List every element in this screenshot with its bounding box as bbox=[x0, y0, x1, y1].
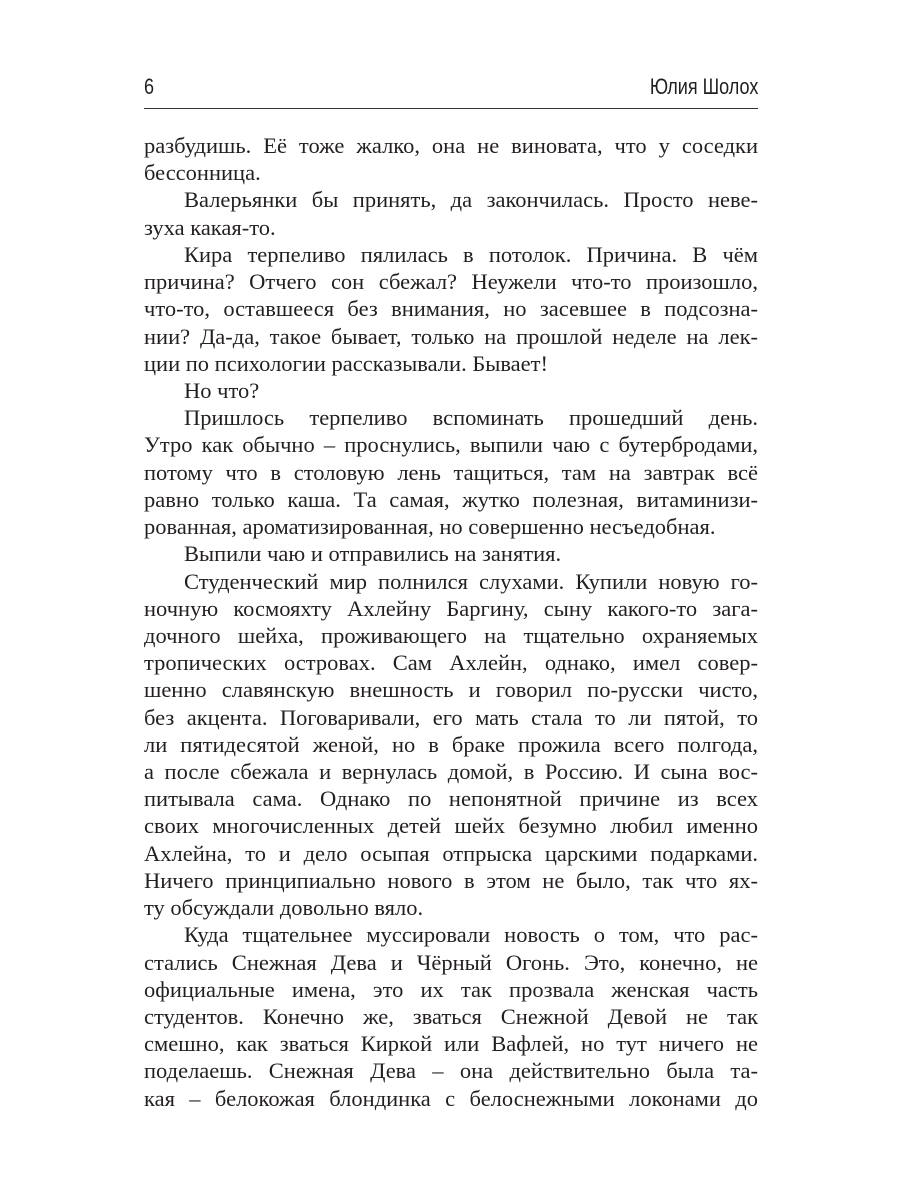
text-line: равно только каша. Та самая, жутко полезная, витаминизи- bbox=[144, 486, 758, 512]
text-line: Но что? bbox=[184, 377, 260, 403]
text-line: Выпили чаю и отправились на занятия. bbox=[184, 541, 562, 567]
text-line: разбудишь. Её тоже жалко, она не виновата, что у соседки bbox=[144, 133, 758, 158]
text-line: тропических островах. Сам Ахлейн, однако, имел совер- bbox=[144, 650, 758, 676]
running-header bbox=[144, 74, 758, 109]
text-line: Утро как обычно – проснулись, выпили чаю с бутербродами, bbox=[144, 432, 758, 458]
text-line: студентов. Конечно же, зваться Снежной Девой не так bbox=[144, 1004, 758, 1029]
text-line: Куда тщательнее муссировали новость о том, что рас- bbox=[184, 922, 758, 948]
text-line: питывала сама. Однако по непонятной причине из всех bbox=[144, 786, 758, 812]
text-line: нии? Да-да, такое бывает, только на прошлой неделе на лек- bbox=[144, 323, 758, 349]
text-line: рованная, ароматизированная, но совершенно несъедобная. bbox=[144, 514, 716, 540]
text-line: бессонница. bbox=[144, 160, 261, 186]
text-line: а после сбежала и вернулась домой, в Россию. И сына вос- bbox=[144, 759, 758, 785]
text-line: дочного шейха, проживающего на тщательно охраняемых bbox=[144, 622, 758, 648]
text-line: своих многочисленных детей шейх безумно любил именно bbox=[144, 813, 758, 839]
page-number: 6 bbox=[144, 74, 155, 99]
text-line: ту обсуждали довольно вяло. bbox=[144, 895, 424, 921]
text-line: ночную космояхту Ахлейну Баргину, сыну какого-то зага- bbox=[144, 595, 758, 621]
text-line: потому что в столовую лень тащиться, там на завтрак всё bbox=[144, 459, 758, 485]
text-line: ции по психологии рассказывали. Бывает! bbox=[144, 350, 548, 376]
text-line: Пришлось терпеливо вспоминать прошедший день. bbox=[184, 405, 758, 431]
text-line: зуха какая-то. bbox=[144, 214, 276, 240]
text-line: что-то, оставшееся без внимания, но засевшее в подсозна- bbox=[144, 296, 758, 322]
running-author: Юлия Шолох bbox=[649, 74, 758, 99]
text-line: Ничего принципиально нового в этом не было, так что ях- bbox=[144, 867, 758, 893]
text-line: стались Снежная Дева и Чёрный Огонь. Это, конечно, не bbox=[144, 949, 758, 975]
text-line: кая – белокожая блондинка с белоснежными локонами до bbox=[144, 1085, 758, 1111]
text-line: официальные имена, это их так прозвала женская часть bbox=[144, 976, 758, 1002]
text-line: Кира терпеливо пялилась в потолок. Причина. В чём bbox=[184, 241, 758, 267]
text-line: поделаешь. Снежная Дева – она действительно была та- bbox=[144, 1058, 758, 1084]
book-text bbox=[144, 132, 758, 1112]
text-line: шенно славянскую внешность и говорил по-русски чисто, bbox=[144, 677, 758, 703]
text-line: причина? Отчего сон сбежал? Неужели что-то произошло, bbox=[144, 269, 758, 295]
text-line: Валерьянки бы принять, да закончилась. Просто неве- bbox=[184, 187, 758, 213]
text-line: Студенческий мир полнился слухами. Купили новую го- bbox=[184, 568, 758, 594]
text-line: без акцента. Поговаривали, его мать стала то ли пятой, то bbox=[144, 704, 758, 730]
text-line: ли пятидесятой женой, но в браке прожила всего полгода, bbox=[144, 731, 758, 757]
text-line: смешно, как зваться Киркой или Вафлей, но тут ничего не bbox=[144, 1031, 758, 1057]
text-line: Ахлейна, то и дело осыпая отпрыска царскими подарками. bbox=[144, 840, 758, 866]
